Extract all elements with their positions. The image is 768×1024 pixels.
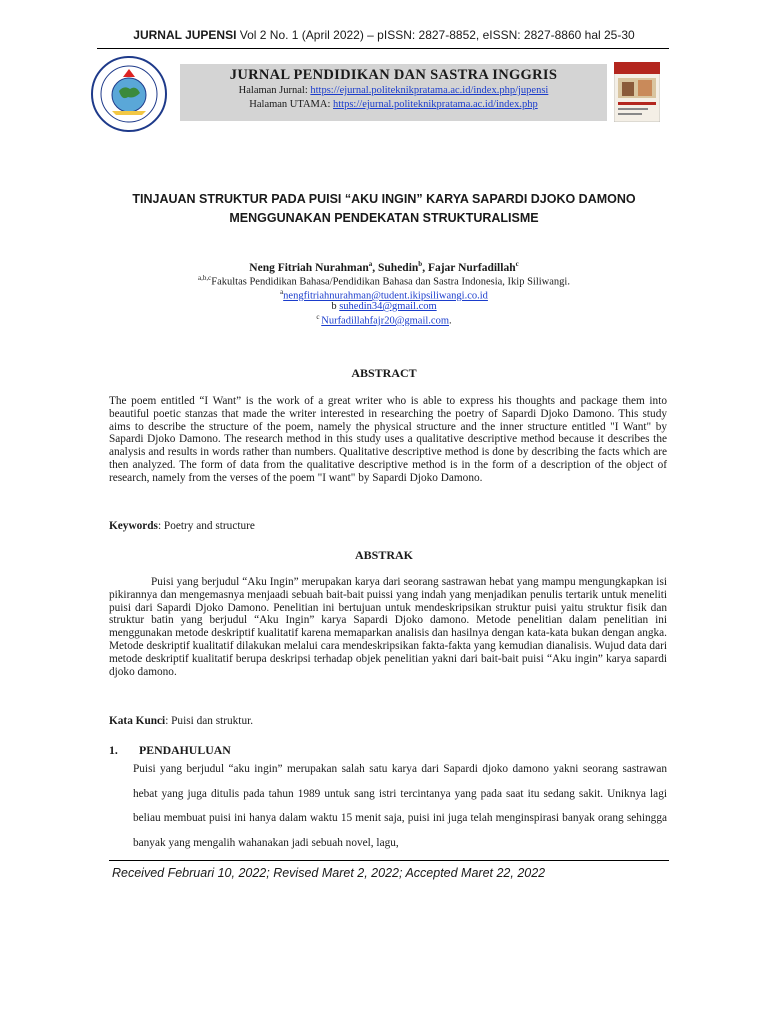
author-3-sup: c: [515, 260, 519, 268]
affiliation-sup: a,b,c: [198, 274, 212, 282]
title-line-1: TINJAUAN STRUKTUR PADA PUISI “AKU INGIN” KARYA SAPARDI DJOKO DAMONO: [132, 192, 636, 206]
email-c-sup: c: [316, 313, 322, 321]
institution-logo: [90, 55, 168, 133]
journal-page-link[interactable]: https://ejurnal.politeknikpratama.ac.id/index.php/jupensi: [310, 85, 549, 96]
email-b-line: [80, 301, 688, 312]
author-2-sup: b: [418, 260, 423, 268]
main-page-link[interactable]: https://ejurnal.politeknikpratama.ac.id/index.php: [333, 99, 538, 110]
email-a-line: [80, 288, 688, 302]
author-3: Fajar Nurfadillah: [427, 261, 516, 274]
author-1: Neng Fitriah Nurahman: [249, 261, 369, 274]
email-c-suffix: .: [449, 315, 452, 327]
email-b-prefix: b: [331, 301, 340, 312]
footer-rule: [109, 860, 669, 861]
keywords-label: Keywords: [109, 520, 158, 532]
section-title: PENDAHULUAN: [139, 743, 231, 757]
author-list: Neng Fitriah Nurahman$^a$, Suhedin$^b$, Fajar Nurfadillah$^c$: [249, 260, 519, 274]
section-number: 1.: [109, 743, 118, 757]
affiliation: [80, 274, 688, 288]
issue-info: Vol 2 No. 1 (April 2022) – pISSN: 2827-8852, eISSN: 2827-8860 hal 25-30: [236, 28, 635, 42]
header-rule: [97, 48, 669, 49]
journal-cover-thumbnail: [614, 62, 660, 122]
main-page-line: [180, 98, 607, 112]
section-heading: [109, 743, 231, 758]
received-dates: Received Februari 10, 2022; Revised Maret 2, 2022; Accepted Maret 22, 2022: [112, 866, 546, 880]
keywords-line: [109, 520, 255, 532]
email-b-link[interactable]: suhedin34@gmail.com: [339, 301, 437, 312]
email-c-link[interactable]: Nurfadillahfajr20@gmail.com: [321, 315, 449, 327]
main-page-label: Halaman UTAMA:: [249, 99, 334, 110]
affiliation-text: Fakultas Pendidikan Bahasa/Pendidikan Bahasa dan Sastra Indonesia, Ikip Siliwangi.: [211, 276, 570, 288]
author-1-sup: a: [368, 260, 373, 268]
journal-page-line: [180, 84, 607, 98]
section-body: Puisi yang berjudul “aku ingin” merupakan salah satu karya dari Sapardi djoko damono yakni seorang sastrawan hebat yang juga ditulis pada tahun 1989 untuk sang istri tercintanya yang pada saat itu sedang sakit. Uniknya lagi beliau membuat puisi ini hanya dalam waktu 15 menit saja, puisi ini juga telah menginspirasi banyak orang sehingga banyak yang mengalih wahanakan jadi sebuah novel, lagu,: [133, 763, 667, 849]
abstract-heading: ABSTRACT: [351, 366, 417, 380]
abstrak-heading: ABSTRAK: [354, 548, 413, 562]
email-a-link[interactable]: nengfitriahnurahman@tudent.ikipsiliwangi.co.id: [283, 290, 488, 302]
journal-name: JURNAL JUPENSI: [133, 28, 237, 42]
kata-kunci-line: [109, 715, 253, 727]
abstract-text: The poem entitled “I Want” is the work of a great writer who is able to express his thoughts and package them into beautiful poetic stanzas that made the writer interested in researching the poetry of Sapardi Djoko Damono. This study aims to describe the structure of the poem, namely the physical structure and the inner structure entitled "I Want" by Sapardi Djoko Damono. The research method in this study uses a qualitative descriptive method because it describes the analysis and results in words rather than numbers. Qualitative descriptive method is done by describing the facts which are then analyzed. The form of data from the qualitative descriptive method is in the form of a description of the object of research, namely from the verses of the poem "I want" by Sapardi Djoko Damono.: [109, 395, 667, 484]
abstrak-text: Puisi yang berjudul “Aku Ingin” merupakan karya dari seorang sastrawan hebat yang mampu mengungkapkan isi pikirannya dan mengemasnya menjaadi sebuah bait-bait puissi yang indah yang menjadikan penulis tertarik untuk meneliti puisi dari Sapardi Djoko Damono. Penelitian ini bertujuan untuk mendeskripsikan struktur puisi yaitu struktur fisik dan struktur batin yang berjudul “Aku Ingin” karya Sapardi Djoko damono. Metode penelitian dalam penelitian ini menggunakan metode deskriptif kualitatif karena memaparkan analisis dan hasilnya dengan kata-kata bukan dengan angka. Metode deskriptif kualitatif dilakukan melalui cara mendeskripsikan fakta-fakta yang kemudian dianalisis. Wujud data dari metode deskriptif kualitatif berupa deskripsi terhadap objek penelitian yakni dari bait-bait puisi “Aku ingin” karya sapardi djoko damono.: [109, 576, 667, 678]
author-2: Suhedin: [378, 261, 419, 274]
paper-title: [80, 190, 688, 228]
journal-page-label: Halaman Jurnal:: [238, 85, 311, 96]
running-header: [0, 28, 768, 42]
email-c-line: [80, 313, 688, 327]
kata-kunci-value: : Puisi dan struktur.: [165, 715, 254, 727]
title-line-2: MENGGUNAKAN PENDEKATAN STRUKTURALISME: [229, 211, 539, 225]
journal-banner: [180, 64, 607, 121]
email-a-sup: a: [280, 288, 284, 296]
keywords-value: : Poetry and structure: [157, 520, 255, 532]
kata-kunci-label: Kata Kunci: [109, 715, 166, 727]
journal-title: JURNAL PENDIDIKAN DAN SASTRA INGGRIS: [229, 67, 558, 83]
